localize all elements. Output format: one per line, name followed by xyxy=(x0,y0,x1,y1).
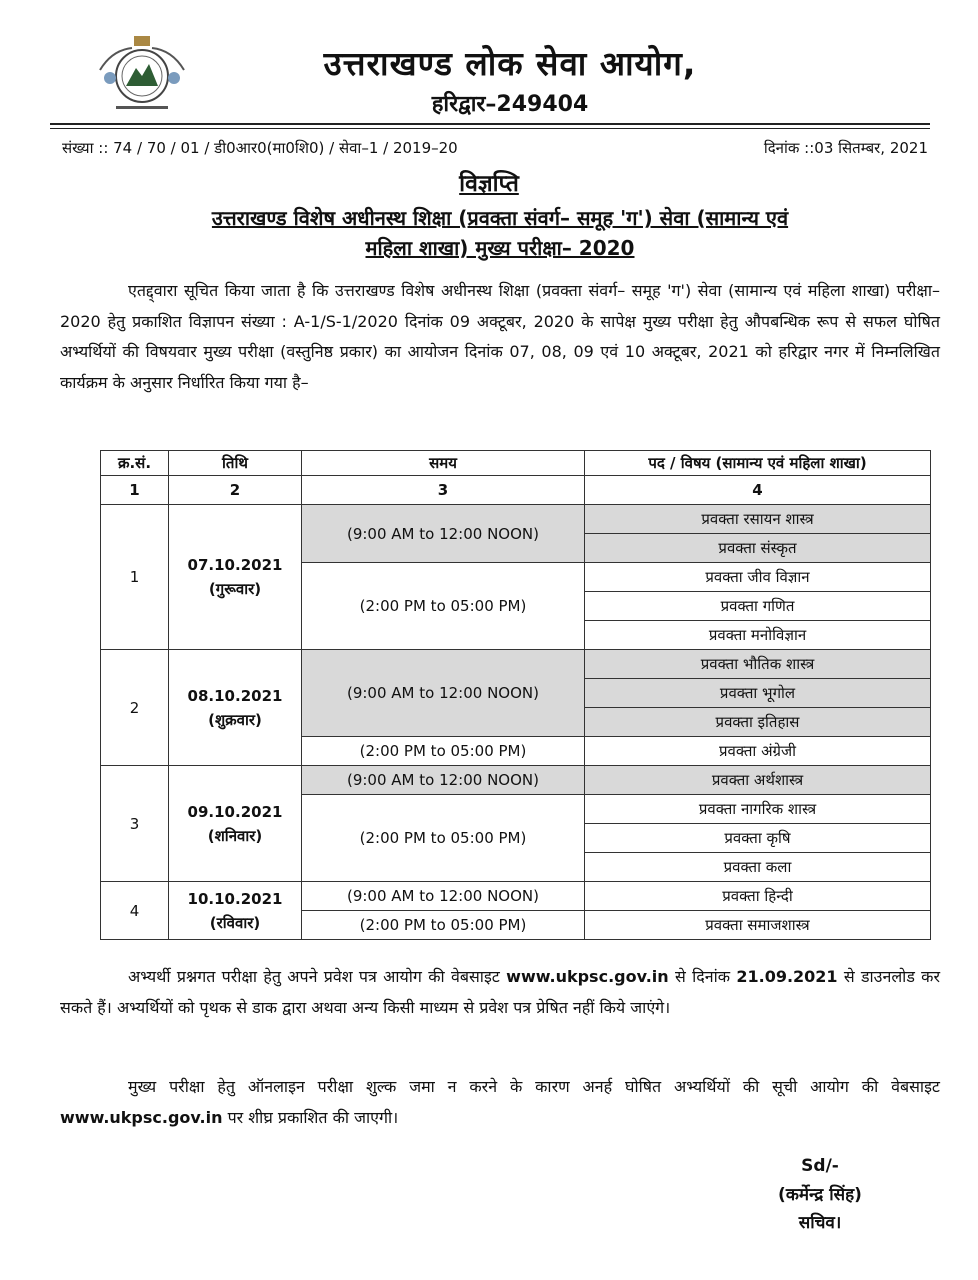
table-row xyxy=(101,882,931,911)
website-link[interactable]: www.ukpsc.gov.in xyxy=(506,967,669,986)
notice-title: विज्ञप्ति xyxy=(459,171,519,197)
fee-text-a: मुख्य परीक्षा हेतु ऑनलाइन परीक्षा शुल्क जमा न करने के कारण अनर्ह घोषित अभ्यर्थियों की सूची आयोग की वेबसाइट xyxy=(128,1077,940,1096)
date-value: 07.10.2021 xyxy=(187,556,283,574)
day-value: (गुरूवार) xyxy=(208,580,262,598)
subject-cell: प्रवक्ता अर्थशास्त्र xyxy=(585,766,931,795)
exam-date xyxy=(169,882,302,940)
exam-time: (2:00 PM to 05:00 PM) xyxy=(302,911,585,940)
intro-paragraph: एतद्द्वारा सूचित किया जाता है कि उत्तराखण्ड विशेष अधीनस्थ शिक्षा (प्रवक्ता संवर्ग– समूह 'ग') सेवा (सामान्य एवं महिला शाखा) परीक्षा–2020 हेतु प्रकाशित विज्ञापन संख्या : A-1/S-1/2020 दिनांक 09 अक्टूबर, 2020 के सापेक्ष मुख्य परीक्षा हेतु औपबन्धिक रूप से सफल घोषित अभ्यर्थियों की विषयवार मुख्य परीक्षा (वस्तुनिष्ठ प्रकार) का आयोजन दिनांक 07, 08, 09 एवं 10 अक्टूबर, 2021 को हरिद्वार नगर में निम्नलिखित कार्यक्रम के अनुसार निर्धारित किया गया है– xyxy=(60,281,940,392)
download-date: 21.09.2021 xyxy=(736,967,838,986)
commission-emblem-icon xyxy=(92,30,192,116)
subject-cell: प्रवक्ता जीव विज्ञान xyxy=(585,563,931,592)
signatory-name: (कर्मेन्द्र सिंह) xyxy=(778,1185,862,1205)
exam-date xyxy=(169,505,302,650)
exam-time: (9:00 AM to 12:00 NOON) xyxy=(302,882,585,911)
reference-date: दिनांक ::03 सितम्बर, 2021 xyxy=(763,139,928,157)
website-link[interactable]: www.ukpsc.gov.in xyxy=(60,1107,223,1127)
subject-cell: प्रवक्ता इतिहास xyxy=(585,708,931,737)
subject-cell: प्रवक्ता कृषि xyxy=(585,824,931,853)
subject-cell: प्रवक्ता कला xyxy=(585,853,931,882)
table-row xyxy=(101,766,931,795)
subject-cell: प्रवक्ता रसायन शास्त्र xyxy=(585,505,931,534)
table-row xyxy=(101,505,931,534)
day-value: (शनिवार) xyxy=(207,826,263,845)
organization-city: हरिद्वार–249404 xyxy=(431,92,589,117)
header-subject: पद / विषय (सामान्य एवं महिला शाखा) xyxy=(585,451,931,476)
exam-time: (9:00 AM to 12:00 NOON) xyxy=(302,505,585,563)
subject-line-2: महिला शाखा) मुख्य परीक्षा– 2020 xyxy=(365,236,635,260)
table-column-number-row xyxy=(101,476,931,505)
date-value: 08.10.2021 xyxy=(187,686,283,705)
fee-notice-paragraph xyxy=(60,1072,940,1133)
serial-number: 3 xyxy=(101,766,169,882)
col-number: 1 xyxy=(101,476,169,505)
table-row xyxy=(101,650,931,679)
subject-cell: प्रवक्ता हिन्दी xyxy=(585,882,931,911)
notice-subject xyxy=(80,203,920,263)
exam-date xyxy=(169,650,302,766)
admit-text-c: से डाउनलोड कर सकते हैं। अभ्यर्थियों को पृथक से डाक द्वारा अथवा अन्य किसी माध्यम से प्रवेश पत्र प्रेषित नहीं किये जाएंगे। xyxy=(60,967,941,1017)
header-sno: क्र.सं. xyxy=(101,451,169,476)
subject-cell: प्रवक्ता समाजशास्त्र xyxy=(585,911,931,940)
date-value: 10.10.2021 xyxy=(187,889,283,908)
subject-cell: प्रवक्ता भौतिक शास्त्र xyxy=(585,650,931,679)
subject-cell: प्रवक्ता गणित xyxy=(585,592,931,621)
subject-line-1: उत्तराखण्ड विशेष अधीनस्थ शिक्षा (प्रवक्ता संवर्ग– समूह 'ग') सेवा (सामान्य एवं xyxy=(211,206,789,230)
reference-number: संख्या :: 74 / 70 / 01 / डी0आर0(मा0शि0) / सेवा–1 / 2019–20 xyxy=(62,139,458,157)
col-number: 3 xyxy=(302,476,585,505)
serial-number: 2 xyxy=(101,650,169,766)
serial-number: 1 xyxy=(101,505,169,650)
day-value: (शुक्रवार) xyxy=(208,710,262,729)
day-value: (रविवार) xyxy=(209,913,261,932)
exam-time: (9:00 AM to 12:00 NOON) xyxy=(302,650,585,737)
exam-time: (2:00 PM to 05:00 PM) xyxy=(302,563,585,650)
serial-number: 4 xyxy=(101,882,169,940)
header-date: तिथि xyxy=(169,451,302,476)
col-number: 4 xyxy=(585,476,931,505)
exam-schedule-table xyxy=(100,450,931,940)
col-number: 2 xyxy=(169,476,302,505)
subject-cell: प्रवक्ता अंग्रेजी xyxy=(585,737,931,766)
exam-time: (2:00 PM to 05:00 PM) xyxy=(302,737,585,766)
subject-cell: प्रवक्ता नागरिक शास्त्र xyxy=(585,795,931,824)
admit-text-b: से दिनांक xyxy=(668,967,737,986)
exam-time: (2:00 PM to 05:00 PM) xyxy=(302,795,585,882)
exam-time: (9:00 AM to 12:00 NOON) xyxy=(302,766,585,795)
signature-sd: Sd/- xyxy=(801,1156,839,1176)
admit-text-a: अभ्यर्थी प्रश्नगत परीक्षा हेतु अपने प्रवेश पत्र आयोग की वेबसाइट xyxy=(128,967,507,986)
date-value: 09.10.2021 xyxy=(187,802,283,821)
subject-cell: प्रवक्ता संस्कृत xyxy=(585,534,931,563)
subject-cell: प्रवक्ता भूगोल xyxy=(585,679,931,708)
exam-date xyxy=(169,766,302,882)
header-time: समय xyxy=(302,451,585,476)
table-header-row xyxy=(101,451,931,476)
organization-name: उत्तराखण्ड लोक सेवा आयोग, xyxy=(323,44,697,83)
header-divider xyxy=(50,123,930,125)
signatory-designation: सचिव। xyxy=(798,1213,842,1233)
fee-text-b: पर शीघ्र प्रकाशित की जाएगी। xyxy=(222,1107,399,1127)
subject-cell: प्रवक्ता मनोविज्ञान xyxy=(585,621,931,650)
admit-card-paragraph xyxy=(60,962,940,1023)
header-divider-thin xyxy=(50,128,930,129)
